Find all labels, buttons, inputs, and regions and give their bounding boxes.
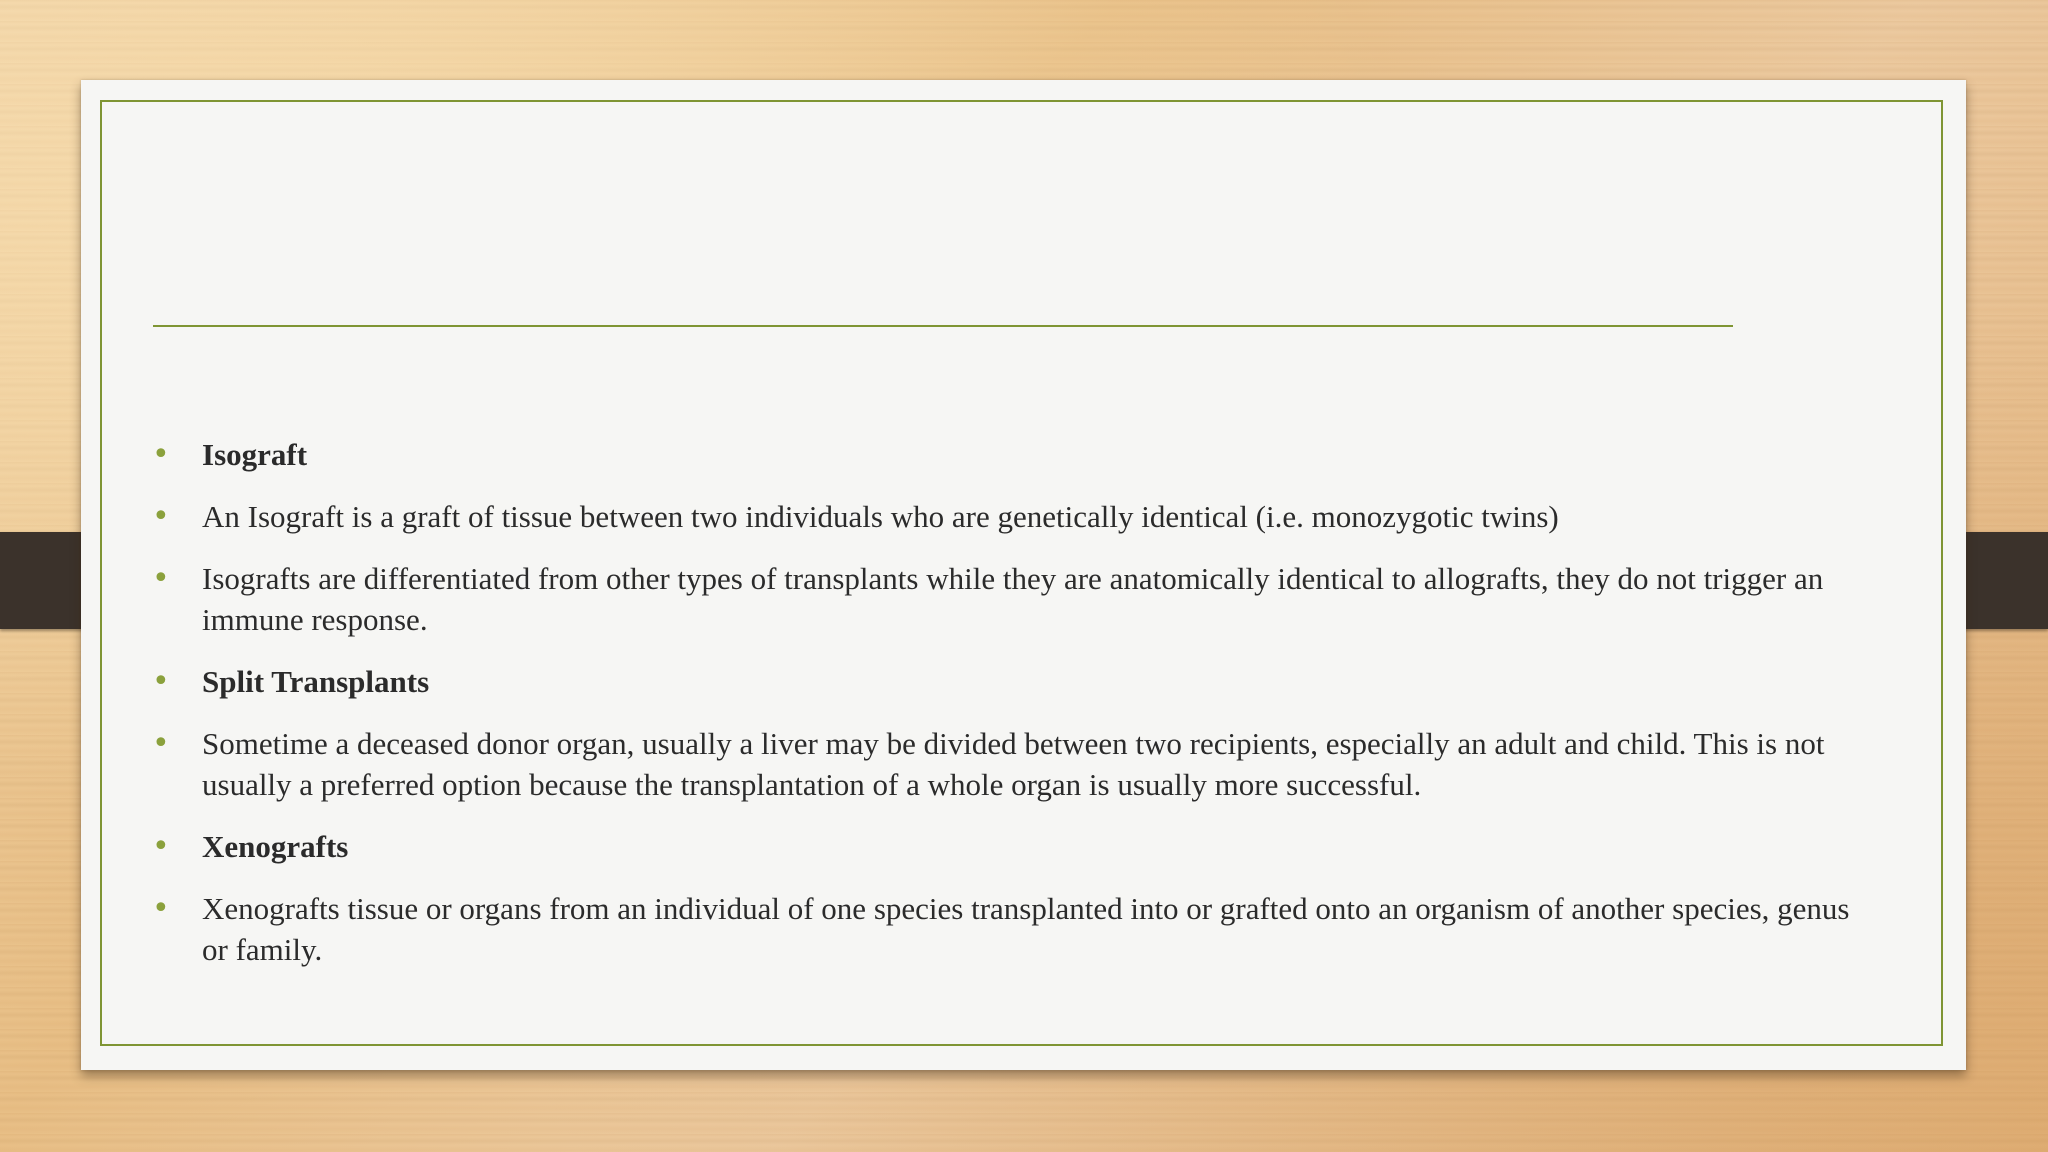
bullet-text: Xenografts tissue or organs from an individual of one species transplanted into or grafted onto an organism of another species, genus or family. <box>202 891 1850 967</box>
bullet-icon: • <box>152 561 170 596</box>
title-divider <box>153 325 1733 327</box>
bullet-text: Split Transplants <box>202 664 430 699</box>
bullet-text: An Isograft is a graft of tissue between two individuals who are genetically identical (i.e. monozygotic twins) <box>202 499 1559 534</box>
bullet-list <box>150 434 1880 991</box>
bullet-item-split-definition <box>150 723 1880 805</box>
bullet-icon: • <box>152 829 170 864</box>
bullet-icon: • <box>152 726 170 761</box>
bullet-item-isograft-definition <box>150 496 1880 537</box>
bullet-item-isograft-heading <box>150 434 1880 475</box>
bullet-icon: • <box>152 891 170 926</box>
bullet-item-xenograft-heading <box>150 826 1880 867</box>
bullet-text: Xenografts <box>202 829 349 864</box>
bullet-icon: • <box>152 664 170 699</box>
bullet-text: Sometime a deceased donor organ, usually a liver may be divided between two recipients, especially an adult and child. This is not usually a preferred option because the transplantation of a whole organ is usually more successful. <box>202 726 1825 802</box>
bullet-icon: • <box>152 499 170 534</box>
bullet-item-xenograft-definition <box>150 888 1880 970</box>
bullet-item-isograft-difference <box>150 558 1880 640</box>
bullet-icon: • <box>152 437 170 472</box>
bullet-text: Isograft <box>202 437 308 472</box>
bullet-text: Isografts are differentiated from other types of transplants while they are anatomically identical to allografts, they do not trigger an immune response. <box>202 561 1824 637</box>
bullet-item-split-heading <box>150 661 1880 702</box>
